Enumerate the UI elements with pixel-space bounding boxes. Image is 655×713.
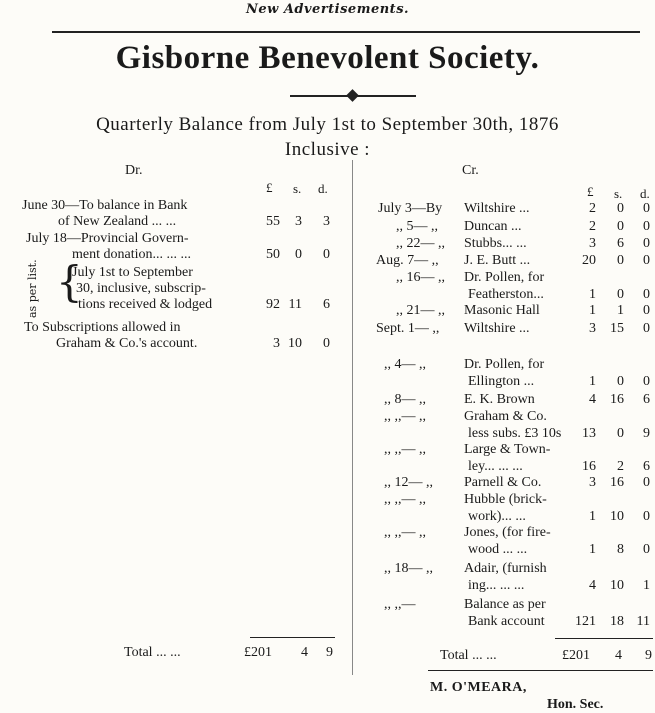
debit-entry-pounds: 92 bbox=[266, 297, 280, 312]
credit-entry-date: July 3—By bbox=[378, 201, 443, 216]
column-divider bbox=[352, 160, 353, 675]
credit-entry-text: Stubbs... ... bbox=[464, 236, 527, 251]
credit-entry-date: ,, 22— ,, bbox=[396, 236, 445, 251]
credit-entry-text: J. E. Butt ... bbox=[464, 253, 531, 268]
debit-total-label: Total ... ... bbox=[124, 645, 181, 660]
section-header: New Advertisements. bbox=[245, 2, 410, 17]
credit-entry-text: ing... ... ... bbox=[468, 578, 525, 593]
credit-entry-pounds: 1 bbox=[589, 374, 596, 389]
credit-entry-shillings: 2 bbox=[617, 459, 624, 474]
debit-entry-pence: 6 bbox=[323, 297, 330, 312]
debit-total-pounds: £201 bbox=[244, 645, 272, 660]
credit-entry-pence: 6 bbox=[643, 459, 650, 474]
credit-entry-text: less subs. £3 10s bbox=[468, 426, 562, 441]
credit-entry-pence: 0 bbox=[643, 542, 650, 557]
debit-entry-pounds: 50 bbox=[266, 247, 280, 262]
credit-entry-date: Aug. 7— ,, bbox=[376, 253, 439, 268]
credit-entry-pounds: 3 bbox=[589, 475, 596, 490]
credit-entry-shillings: 0 bbox=[617, 287, 624, 302]
debit-entry-pounds: 55 bbox=[266, 214, 280, 229]
debit-entry-text: To Subscriptions allowed in bbox=[24, 320, 181, 335]
ornament-diamond bbox=[346, 89, 359, 102]
credit-entry-text: Featherston... bbox=[468, 287, 544, 302]
credit-entry-text: Ellington ... bbox=[468, 374, 535, 389]
debit-entry-pounds: 3 bbox=[273, 336, 280, 351]
debit-entry-text: 30, inclusive, subscrip- bbox=[76, 281, 206, 296]
credit-entry-pence: 0 bbox=[643, 374, 650, 389]
credit-entry-text: Dr. Pollen, for bbox=[464, 357, 545, 372]
signature-name: M. O'MEARA, bbox=[430, 680, 527, 695]
credit-entry-pence: 0 bbox=[643, 509, 650, 524]
credit-entry-pence: 1 bbox=[643, 578, 650, 593]
credit-entry-text: work)... ... bbox=[468, 509, 526, 524]
debit-entry-text: July 1st to September bbox=[72, 265, 193, 280]
credit-entry-pounds: 16 bbox=[582, 459, 596, 474]
credit-entry-text: Adair, (furnish bbox=[464, 561, 547, 576]
credit-entry-shillings: 0 bbox=[617, 201, 624, 216]
debit-total-rule bbox=[250, 637, 335, 638]
credit-entry-shillings: 16 bbox=[610, 475, 624, 490]
credit-entry-date: ,, ,,— ,, bbox=[384, 442, 426, 457]
credit-entry-pence: 6 bbox=[643, 392, 650, 407]
credit-entry-pounds: 20 bbox=[582, 253, 596, 268]
header-rule bbox=[52, 31, 640, 33]
credit-col-shilling: s. bbox=[614, 186, 623, 201]
credit-entry-text: Bank account bbox=[468, 614, 545, 629]
credit-col-pound: £ bbox=[587, 184, 594, 199]
subtitle-line-1: Quarterly Balance from July 1st to September 30th, 1876 bbox=[96, 114, 559, 135]
debit-entry-text: Graham & Co.'s account. bbox=[56, 336, 198, 351]
debit-entry-text: tions received & lodged bbox=[78, 297, 213, 312]
credit-entry-text: Hubble (brick- bbox=[464, 492, 547, 507]
credit-entry-pounds: 13 bbox=[582, 426, 596, 441]
credit-entry-pounds: 1 bbox=[589, 287, 596, 302]
debit-entry-text: June 30—To balance in Bank bbox=[22, 198, 188, 213]
debit-col-pence: d. bbox=[318, 181, 328, 196]
credit-entry-text: Duncan ... bbox=[464, 219, 522, 234]
subtitle-line-2: Inclusive : bbox=[284, 139, 371, 160]
debit-total-shillings: 4 bbox=[301, 645, 308, 660]
credit-bottom-rule bbox=[428, 670, 653, 671]
debit-entry-pence: 0 bbox=[323, 336, 330, 351]
credit-entry-pounds: 2 bbox=[589, 219, 596, 234]
credit-entry-date: ,, 4— ,, bbox=[384, 357, 426, 372]
credit-entry-text: Balance as per bbox=[464, 597, 546, 612]
debit-entry-pence: 0 bbox=[323, 247, 330, 262]
credit-entry-date: ,, 12— ,, bbox=[384, 475, 433, 490]
debit-entry-shillings: 11 bbox=[288, 297, 302, 312]
credit-col-pence: d. bbox=[640, 186, 650, 201]
side-note-as-per-list: as per list. bbox=[26, 259, 39, 318]
credit-entry-shillings: 8 bbox=[617, 542, 624, 557]
credit-entry-date: ,, ,,— ,, bbox=[384, 492, 426, 507]
credit-entry-shillings: 0 bbox=[617, 374, 624, 389]
debit-entry-pence: 3 bbox=[323, 214, 330, 229]
credit-entry-date: ,, ,,— ,, bbox=[384, 409, 426, 424]
credit-entry-pence: 0 bbox=[643, 321, 650, 336]
credit-entry-pence: 0 bbox=[643, 253, 650, 268]
credit-entry-text: Dr. Pollen, for bbox=[464, 270, 545, 285]
credit-entry-shillings: 10 bbox=[610, 509, 624, 524]
debit-entry-shillings: 10 bbox=[288, 336, 302, 351]
debit-entry-text: July 18—Provincial Govern- bbox=[26, 231, 189, 246]
credit-entry-text: wood ... ... bbox=[468, 542, 528, 557]
credit-entry-pence: 0 bbox=[643, 287, 650, 302]
brace-glyph: { bbox=[56, 257, 83, 306]
credit-entry-pence: 0 bbox=[643, 236, 650, 251]
debit-total-pence: 9 bbox=[326, 645, 333, 660]
credit-entry-pounds: 3 bbox=[589, 321, 596, 336]
credit-entry-text: E. K. Brown bbox=[464, 392, 535, 407]
credit-entry-date: ,, 21— ,, bbox=[396, 303, 445, 318]
credit-total-shillings: 4 bbox=[615, 648, 622, 663]
credit-total-rule bbox=[555, 638, 653, 639]
page-title: Gisborne Benevolent Society. bbox=[115, 40, 540, 76]
signature-title: Hon. Sec. bbox=[547, 697, 604, 712]
credit-entry-shillings: 1 bbox=[617, 303, 624, 318]
debit-entry-text: ment donation... ... ... bbox=[72, 247, 191, 262]
credit-entry-pence: 0 bbox=[643, 219, 650, 234]
credit-entry-shillings: 0 bbox=[617, 253, 624, 268]
debit-heading: Dr. bbox=[125, 163, 143, 178]
credit-entry-text: ley... ... ... bbox=[468, 459, 523, 474]
debit-entry-text: of New Zealand ... ... bbox=[58, 214, 177, 229]
debit-col-shilling: s. bbox=[293, 181, 302, 196]
credit-entry-text: Masonic Hall bbox=[464, 303, 540, 318]
credit-entry-date: Sept. 1— ,, bbox=[376, 321, 440, 336]
credit-entry-date: ,, ,,— bbox=[384, 597, 416, 612]
credit-entry-text: Parnell & Co. bbox=[464, 475, 542, 490]
credit-entry-pounds: 1 bbox=[589, 509, 596, 524]
credit-entry-pounds: 4 bbox=[589, 392, 596, 407]
credit-entry-pounds: 3 bbox=[589, 236, 596, 251]
credit-entry-date: ,, 18— ,, bbox=[384, 561, 433, 576]
credit-entry-pounds: 4 bbox=[589, 578, 596, 593]
credit-entry-pence: 11 bbox=[636, 614, 650, 629]
debit-entry-shillings: 3 bbox=[295, 214, 302, 229]
credit-entry-pence: 0 bbox=[643, 303, 650, 318]
credit-entry-text: Large & Town- bbox=[464, 442, 551, 457]
credit-entry-text: Wiltshire ... bbox=[464, 201, 530, 216]
credit-total-label: Total ... ... bbox=[440, 648, 497, 663]
credit-entry-pence: 9 bbox=[643, 426, 650, 441]
credit-entry-text: Graham & Co. bbox=[464, 409, 547, 424]
credit-entry-text: Jones, (for fire- bbox=[464, 525, 551, 540]
credit-entry-shillings: 16 bbox=[610, 392, 624, 407]
credit-total-pounds: £201 bbox=[562, 648, 590, 663]
credit-total-pence: 9 bbox=[645, 648, 652, 663]
credit-entry-shillings: 10 bbox=[610, 578, 624, 593]
credit-entry-shillings: 6 bbox=[617, 236, 624, 251]
credit-entry-date: ,, ,,— ,, bbox=[384, 525, 426, 540]
credit-entry-pence: 0 bbox=[643, 201, 650, 216]
credit-heading: Cr. bbox=[462, 163, 479, 178]
credit-entry-pence: 0 bbox=[643, 475, 650, 490]
credit-entry-pounds: 1 bbox=[589, 542, 596, 557]
credit-entry-text: Wiltshire ... bbox=[464, 321, 530, 336]
credit-entry-shillings: 15 bbox=[610, 321, 624, 336]
credit-entry-pounds: 2 bbox=[589, 201, 596, 216]
credit-entry-pounds: 1 bbox=[589, 303, 596, 318]
credit-entry-date: ,, 16— ,, bbox=[396, 270, 445, 285]
credit-entry-date: ,, 8— ,, bbox=[384, 392, 426, 407]
credit-entry-shillings: 0 bbox=[617, 426, 624, 441]
credit-entry-shillings: 0 bbox=[617, 219, 624, 234]
debit-entry-shillings: 0 bbox=[295, 247, 302, 262]
debit-col-pound: £ bbox=[266, 180, 273, 195]
credit-entry-shillings: 18 bbox=[610, 614, 624, 629]
credit-entry-date: ,, 5— ,, bbox=[396, 219, 438, 234]
credit-entry-pounds: 121 bbox=[575, 614, 596, 629]
